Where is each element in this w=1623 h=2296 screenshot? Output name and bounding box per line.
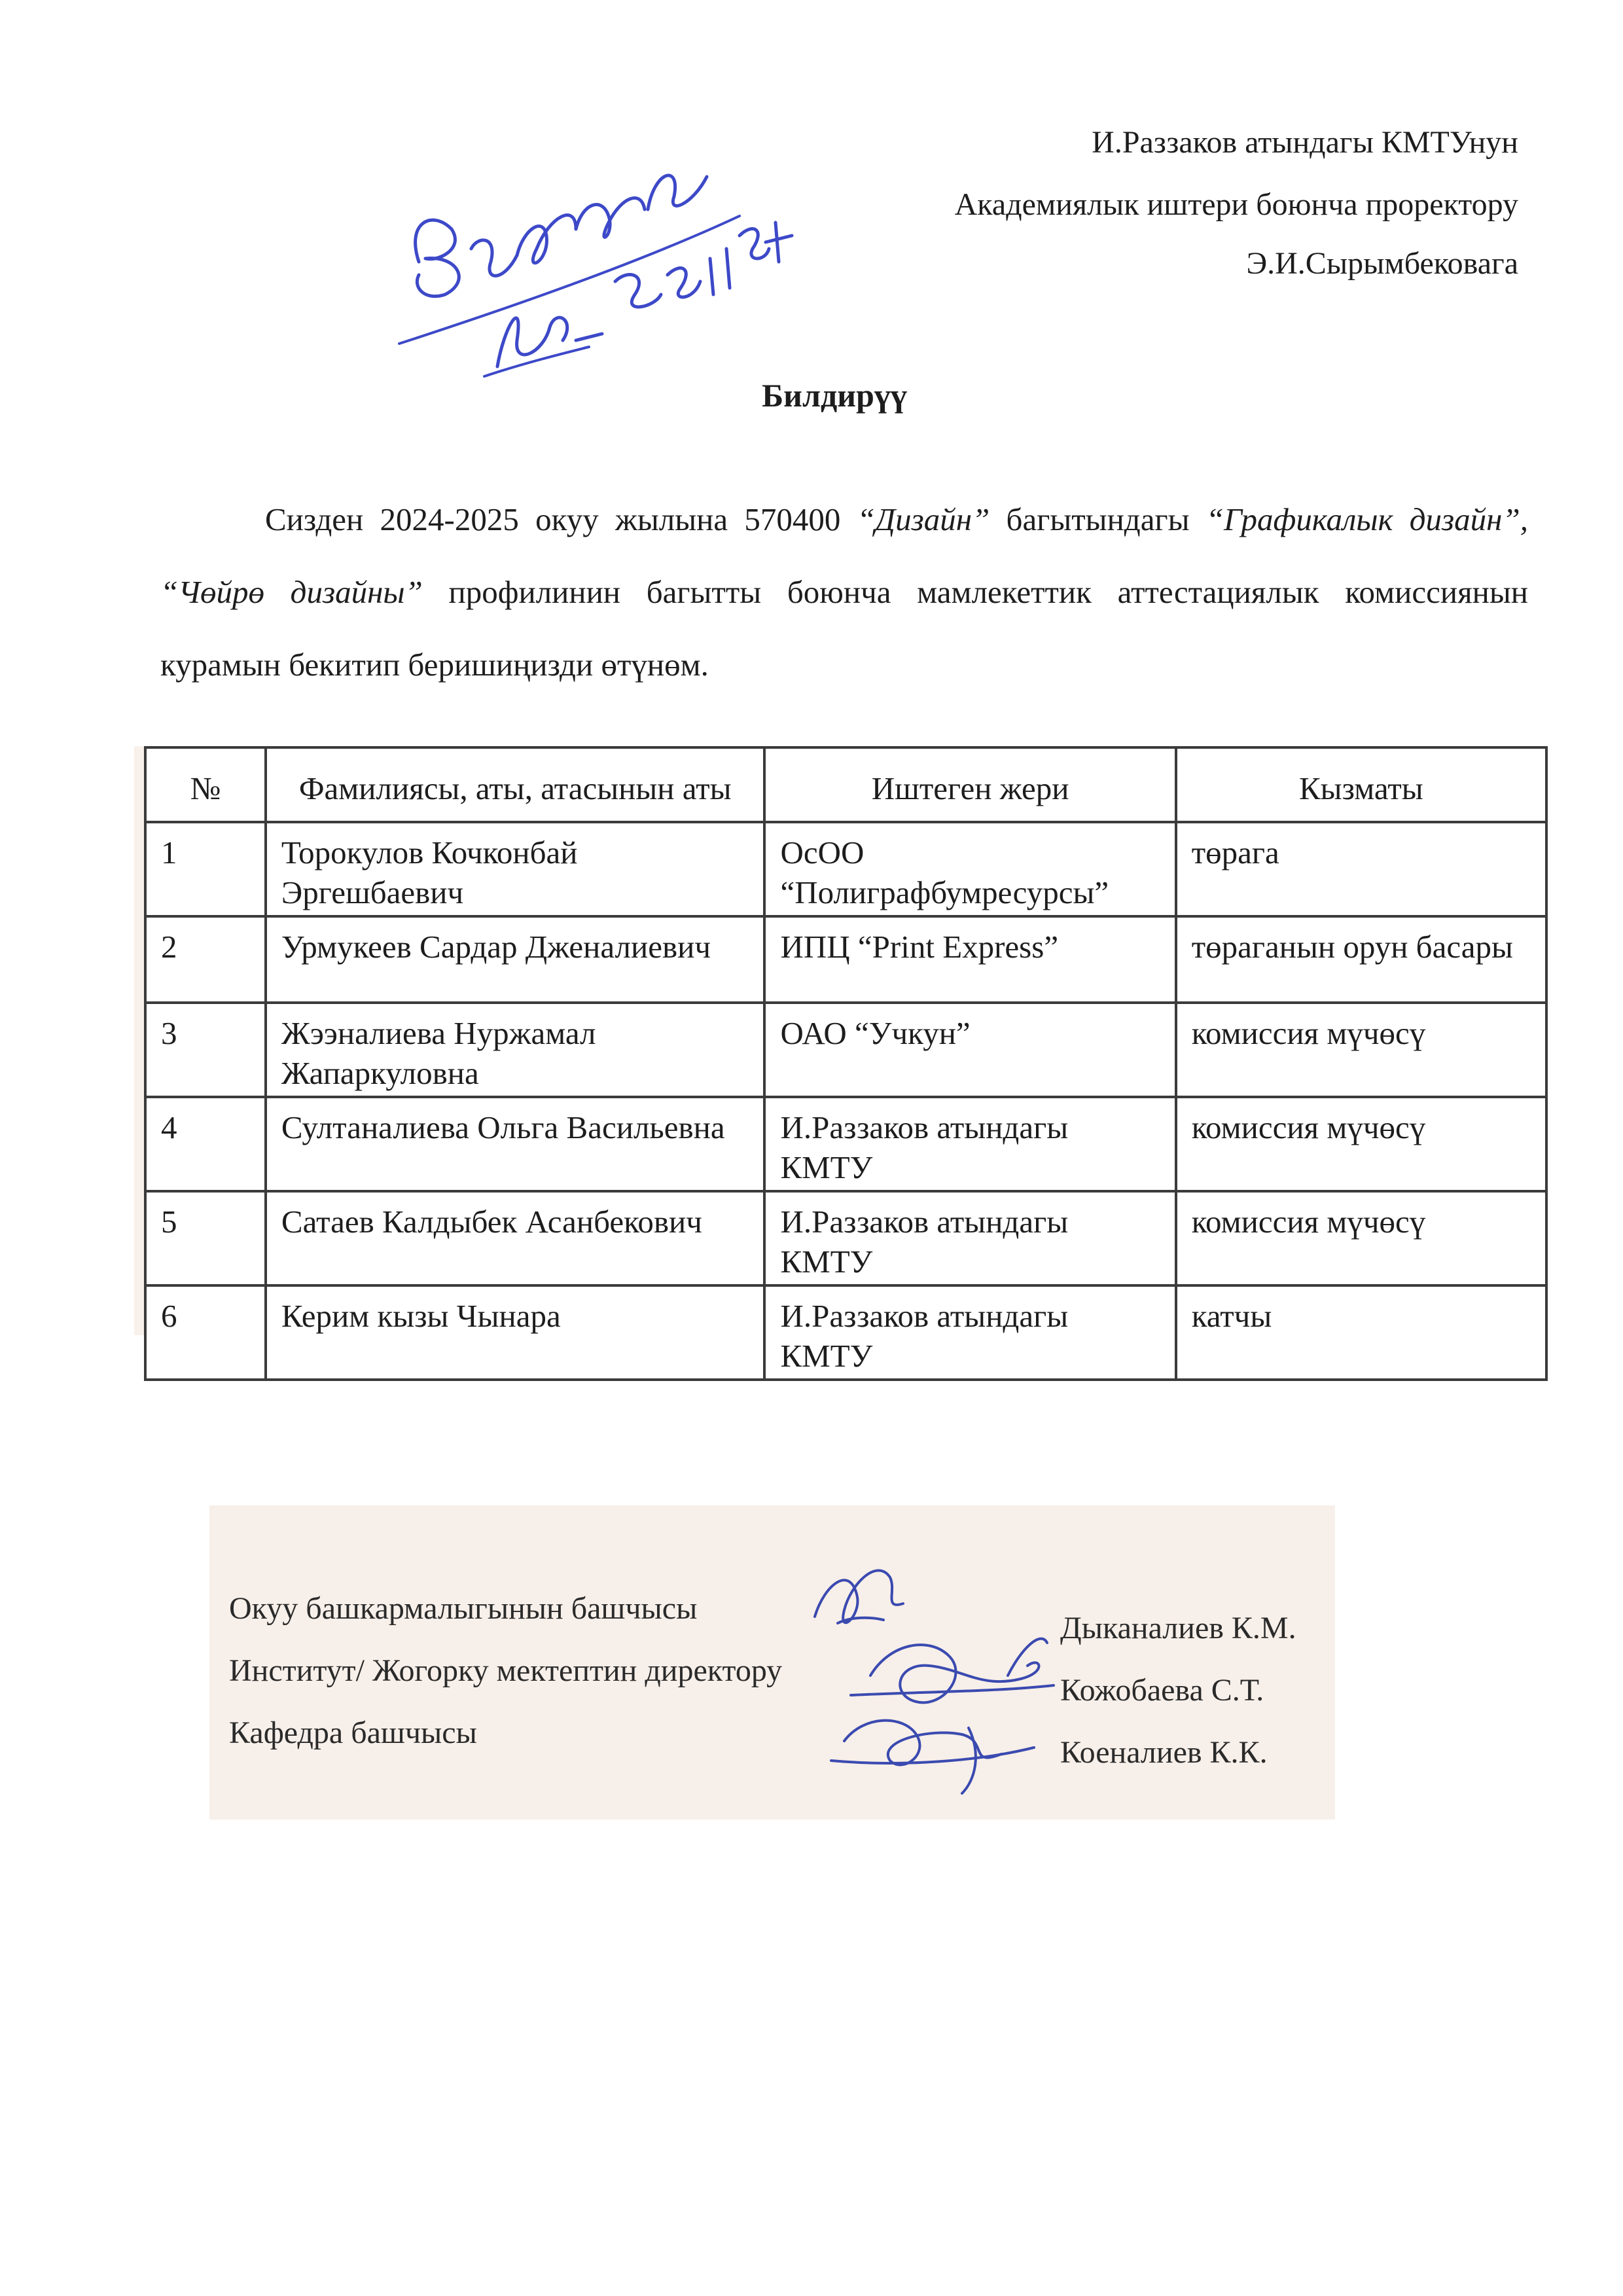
row-number: 2 bbox=[145, 916, 266, 1003]
document-title: Билдирүү bbox=[762, 377, 907, 414]
row-full-name: Урмукеев Сардар Дженалиевич bbox=[266, 916, 765, 1003]
header-workplace: Иштеген жери bbox=[764, 747, 1175, 822]
row-workplace: ОсОО “Полиграфбумресурсы” bbox=[764, 822, 1175, 916]
header-position: Кызматы bbox=[1176, 747, 1546, 822]
paragraph-direction: “Дизайн” bbox=[857, 501, 990, 537]
row-position: катчы bbox=[1176, 1285, 1546, 1380]
row-workplace: И.Раззаков атындагы КМТУ bbox=[764, 1191, 1175, 1285]
row-position: төраганын орун басары bbox=[1176, 916, 1546, 1003]
signature-label-institute-director: Институт/ Жогорку мектептин директору bbox=[229, 1653, 783, 1688]
row-position: комиссия мүчөсү bbox=[1176, 1097, 1546, 1191]
addressee-line-1: И.Раззаков атындагы КМТУнун bbox=[1092, 125, 1518, 160]
paragraph-text-3: профилинин багытты боюнча мамлекеттик аттестациялык комиссиянын курамын бекитип беришиңизди өтүнөм. bbox=[160, 574, 1528, 683]
signature-name-2: Кожобаева С.Т. bbox=[1060, 1673, 1264, 1708]
row-workplace: ОАО “Учкун” bbox=[764, 1003, 1175, 1097]
row-number: 5 bbox=[145, 1191, 266, 1285]
row-position: комиссия мүчөсү bbox=[1176, 1003, 1546, 1097]
row-number: 4 bbox=[145, 1097, 266, 1191]
row-workplace: И.Раззаков атындагы КМТУ bbox=[764, 1285, 1175, 1380]
signature-name-1: Дыканалиев К.М. bbox=[1060, 1611, 1296, 1645]
row-full-name: Торокулов Кочконбай Эргешбаевич bbox=[266, 822, 765, 916]
paragraph-text-2: багытындагы bbox=[990, 501, 1206, 537]
row-full-name: Керим кызы Чынара bbox=[266, 1285, 765, 1380]
row-full-name: Жээналиева Нуржамал Жапаркуловна bbox=[266, 1003, 765, 1097]
row-workplace: И.Раззаков атындагы КМТУ bbox=[764, 1097, 1175, 1191]
row-position: төрага bbox=[1176, 822, 1546, 916]
row-number: 6 bbox=[145, 1285, 266, 1380]
signature-name-3: Коеналиев К.К. bbox=[1060, 1735, 1268, 1770]
row-position: комиссия мүчөсү bbox=[1176, 1191, 1546, 1285]
addressee-line-2: Академиялык иштери боюнча проректору bbox=[954, 187, 1518, 222]
addressee-line-3: Э.И.Сырымбековага bbox=[1246, 246, 1518, 281]
header-full-name: Фамилиясы, аты, атасынын аты bbox=[266, 747, 765, 822]
row-full-name: Сатаев Калдыбек Асанбекович bbox=[266, 1191, 765, 1285]
row-number: 1 bbox=[145, 822, 266, 916]
row-number: 3 bbox=[145, 1003, 266, 1097]
row-workplace: ИПЦ “Print Express” bbox=[764, 916, 1175, 1003]
signature-label-department-head: Окуу башкармалыгынын башчысы bbox=[229, 1591, 698, 1626]
row-full-name: Султаналиева Ольга Васильевна bbox=[266, 1097, 765, 1191]
signature-label-chair-head: Кафедра башчысы bbox=[229, 1715, 477, 1750]
paragraph-text-1: Сизден 2024-2025 окуу жылына 570400 bbox=[265, 501, 857, 537]
header-number: № bbox=[145, 747, 266, 822]
paragraph-profiles: “Графикалык дизайн”, “Чөйрө дизайны” bbox=[160, 501, 1528, 610]
